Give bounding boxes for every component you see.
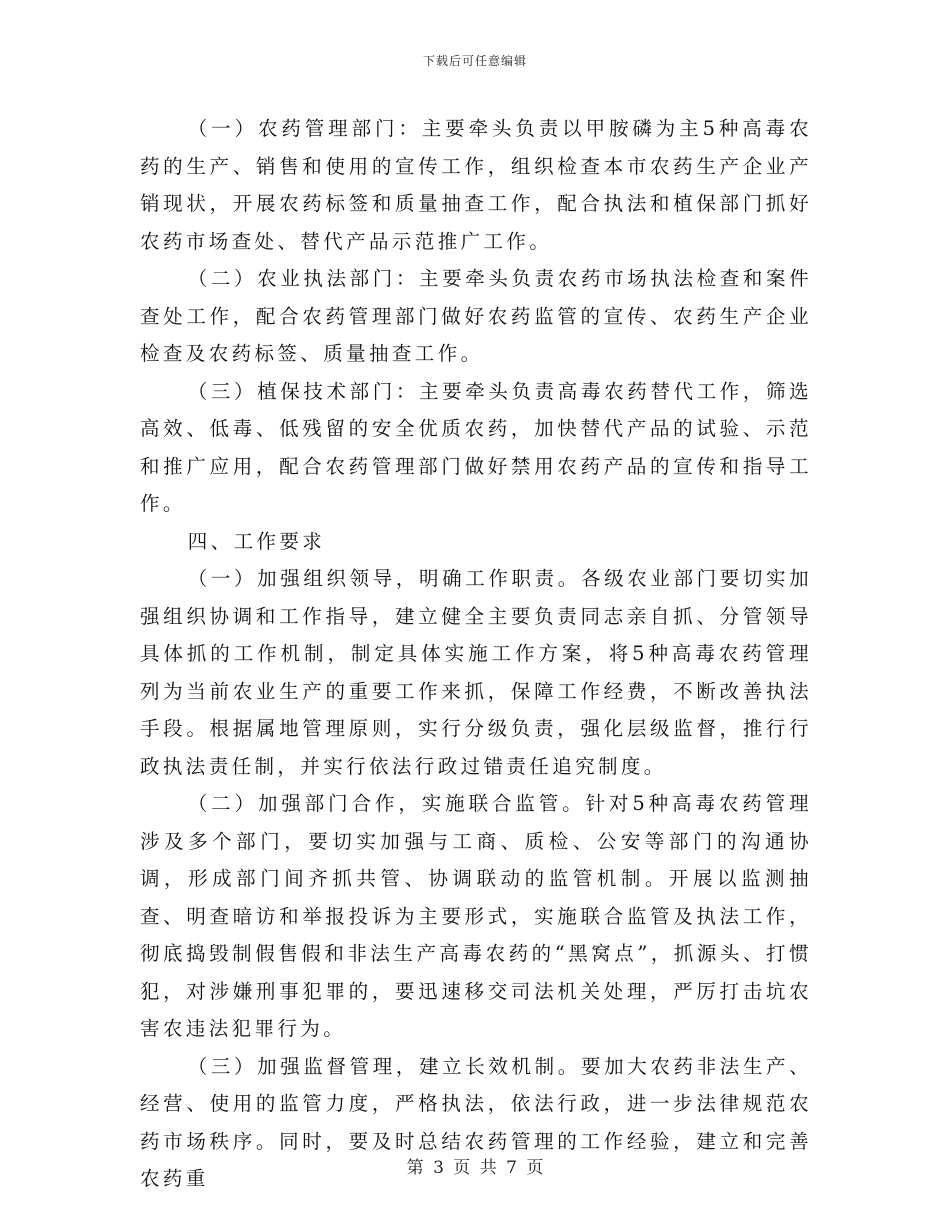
paragraph-law-enforcement: （二）农业执法部门：主要牵头负责农药市场执法检查和案件查处工作，配合农药管理部门做好农药监管的宣传、农药生产企业检查及农药标签、质量抽查工作。 (140, 267, 812, 365)
paragraph-plant-protection: （三）植保技术部门：主要牵头负责高毒农药替代工作，筛选高效、低毒、低残留的安全优质农药，加快替代产品的试验、示范和推广应用，配合农药管理部门做好禁用农药产品的宣传和指导工作。 (140, 379, 812, 515)
document-body (140, 110, 812, 1198)
page-header: 下载后可任意编辑 (422, 54, 527, 68)
paragraph-pesticide-management: （一）农药管理部门：主要牵头负责以甲胺磷为主5种高毒农药的生产、销售和使用的宣传工作，组织检查本市农药生产企业产销现状，开展农药标签和质量抽查工作，配合执法和植保部门抓好农药市场查处、替代产品示范推广工作。 (140, 117, 812, 253)
paragraph-department-cooperation: （二）加强部门合作，实施联合监管。针对5种高毒农药管理涉及多个部门，要切实加强与工商、质检、公安等部门的沟通协调，形成部门间齐抓共管、协调联动的监管机制。开展以监测抽查、明查暗访和举报投诉为主要形式，实施联合监管及执法工作，彻底捣毁制假售假和非法生产高毒农药的“黑窝点”，抓源头、打惯犯，对涉嫌刑事犯罪的，要迅速移交司法机关处理，严厉打击坑农害农违法犯罪行为。 (140, 792, 812, 1040)
paragraph-organization-leadership: （一）加强组织领导，明确工作职责。各级农业部门要切实加强组织协调和工作指导，建立健全主要负责同志亲自抓、分管领导具体抓的工作机制，制定具体实施工作方案，将5种高毒农药管理列为当前农业生产的重要工作来抓，保障工作经费，不断改善执法手段。根据属地管理原则，实行分级负责，强化层级监督，推行行政执法责任制，并实行依法行政过错责任追究制度。 (140, 567, 812, 778)
page-number-footer: 第 3 页 共 7 页 (406, 1158, 544, 1178)
paragraph-supervision-management: （三）加强监督管理，建立长效机制。要加大农药非法生产、经营、使用的监管力度，严格执法，依法行政，进一步法律规范农药市场秩序。同时，要及时总结农药管理的工作经验，建立和完善农药重 (140, 1054, 812, 1190)
section-heading-work-requirements: 四、工作要求 (187, 529, 326, 553)
